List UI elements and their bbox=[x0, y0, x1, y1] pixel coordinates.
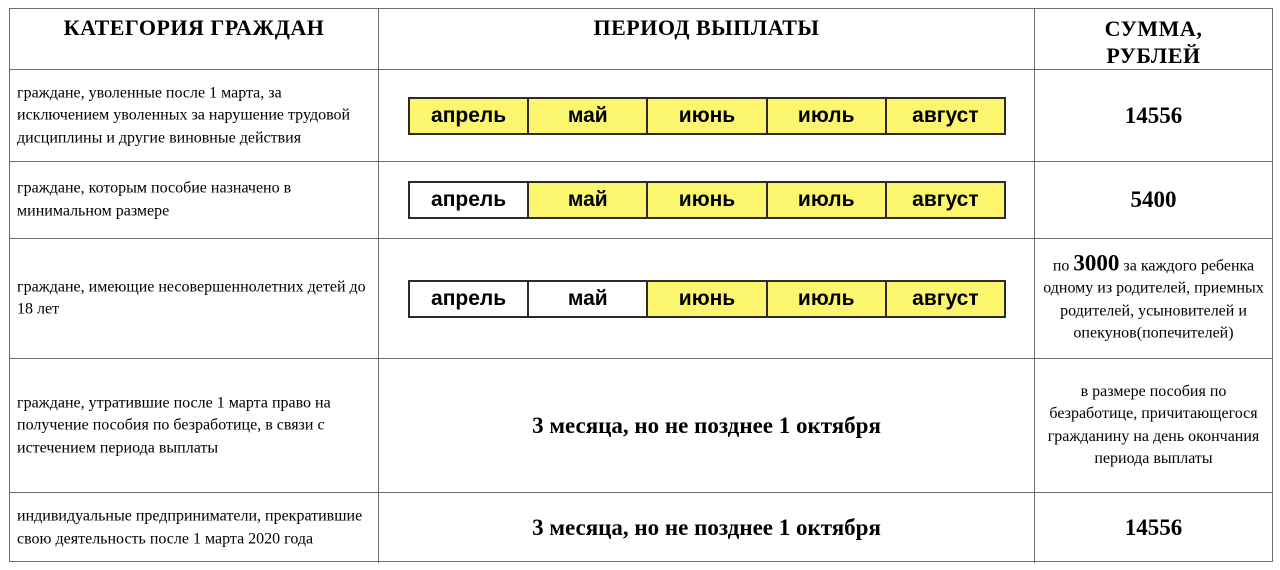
benefits-table bbox=[9, 8, 1273, 562]
month-may: май bbox=[529, 99, 648, 133]
table-row bbox=[10, 70, 1272, 162]
period-cell bbox=[379, 162, 1035, 238]
header-sum-line1: СУММА, bbox=[1104, 16, 1203, 41]
sum-prefix: по bbox=[1052, 257, 1074, 274]
month-june: июнь bbox=[648, 183, 767, 217]
month-june: июнь bbox=[648, 99, 767, 133]
month-april: апрель bbox=[410, 99, 529, 133]
sum-cell bbox=[1035, 70, 1272, 161]
sum-cell bbox=[1035, 493, 1272, 563]
header-sum bbox=[1035, 9, 1272, 69]
month-april: апрель bbox=[410, 183, 529, 217]
month-may: май bbox=[529, 183, 648, 217]
months-bar bbox=[408, 181, 1006, 219]
category-text: граждане, которым пособие назначено в минимальном размере bbox=[17, 179, 292, 219]
header-category-label: КАТЕГОРИЯ ГРАЖДАН bbox=[63, 15, 325, 40]
period-cell bbox=[379, 359, 1035, 492]
category-cell bbox=[10, 359, 379, 492]
sum-value: 5400 bbox=[1130, 187, 1177, 212]
table-row bbox=[10, 162, 1272, 239]
period-text: 3 месяца, но не позднее 1 октября bbox=[532, 515, 881, 540]
sum-cell bbox=[1035, 359, 1272, 492]
sum-cell bbox=[1035, 239, 1272, 358]
month-august: август bbox=[887, 183, 1004, 217]
sum-number: 3000 bbox=[1073, 250, 1120, 275]
month-july: июль bbox=[768, 183, 887, 217]
category-text: индивидуальные предприниматели, прекратившие свою деятельность после 1 марта 2020 года bbox=[17, 507, 363, 547]
header-period-label: ПЕРИОД ВЫПЛАТЫ bbox=[593, 15, 820, 40]
category-cell bbox=[10, 70, 379, 161]
table-row bbox=[10, 493, 1272, 563]
table-row bbox=[10, 239, 1272, 359]
month-june: июнь bbox=[648, 282, 767, 316]
period-cell bbox=[379, 239, 1035, 358]
month-july: июль bbox=[768, 99, 887, 133]
category-text: граждане, утратившие после 1 марта право на получение пособия по безработице, в связи с истечением периода выплаты bbox=[17, 393, 331, 456]
category-cell bbox=[10, 493, 379, 563]
period-text: 3 месяца, но не позднее 1 октября bbox=[532, 412, 881, 438]
sum-suffix: за каждого ребенка одному из родителей, приемных родителей, усыновителей и опекунов(попечителей) bbox=[1043, 257, 1264, 342]
header-sum-line2: РУБЛЕЙ bbox=[1106, 43, 1201, 68]
period-cell bbox=[379, 70, 1035, 161]
month-april: апрель bbox=[410, 282, 529, 316]
month-august: август bbox=[887, 282, 1004, 316]
header-category bbox=[10, 9, 379, 69]
category-cell bbox=[10, 239, 379, 358]
month-august: август bbox=[887, 99, 1004, 133]
period-cell bbox=[379, 493, 1035, 563]
header-row bbox=[10, 9, 1272, 70]
sum-value: 14556 bbox=[1124, 102, 1183, 128]
sum-description: в размере пособия по безработице, причитающегося гражданину на день окончания периода выплаты bbox=[1047, 382, 1260, 467]
month-july: июль bbox=[768, 282, 887, 316]
sum-cell bbox=[1035, 162, 1272, 238]
sum-description bbox=[1039, 252, 1268, 345]
category-cell bbox=[10, 162, 379, 238]
header-period bbox=[379, 9, 1035, 69]
month-may: май bbox=[529, 282, 648, 316]
months-bar bbox=[408, 280, 1006, 318]
category-text: граждане, уволенные после 1 марта, за исключением уволенных за нарушение трудовой дисциплины и другие виновные действия bbox=[17, 83, 351, 146]
sum-value: 14556 bbox=[1124, 515, 1183, 540]
table-row bbox=[10, 359, 1272, 493]
months-bar bbox=[408, 97, 1006, 135]
category-text: граждане, имеющие несовершеннолетних детей до 18 лет bbox=[17, 278, 366, 318]
